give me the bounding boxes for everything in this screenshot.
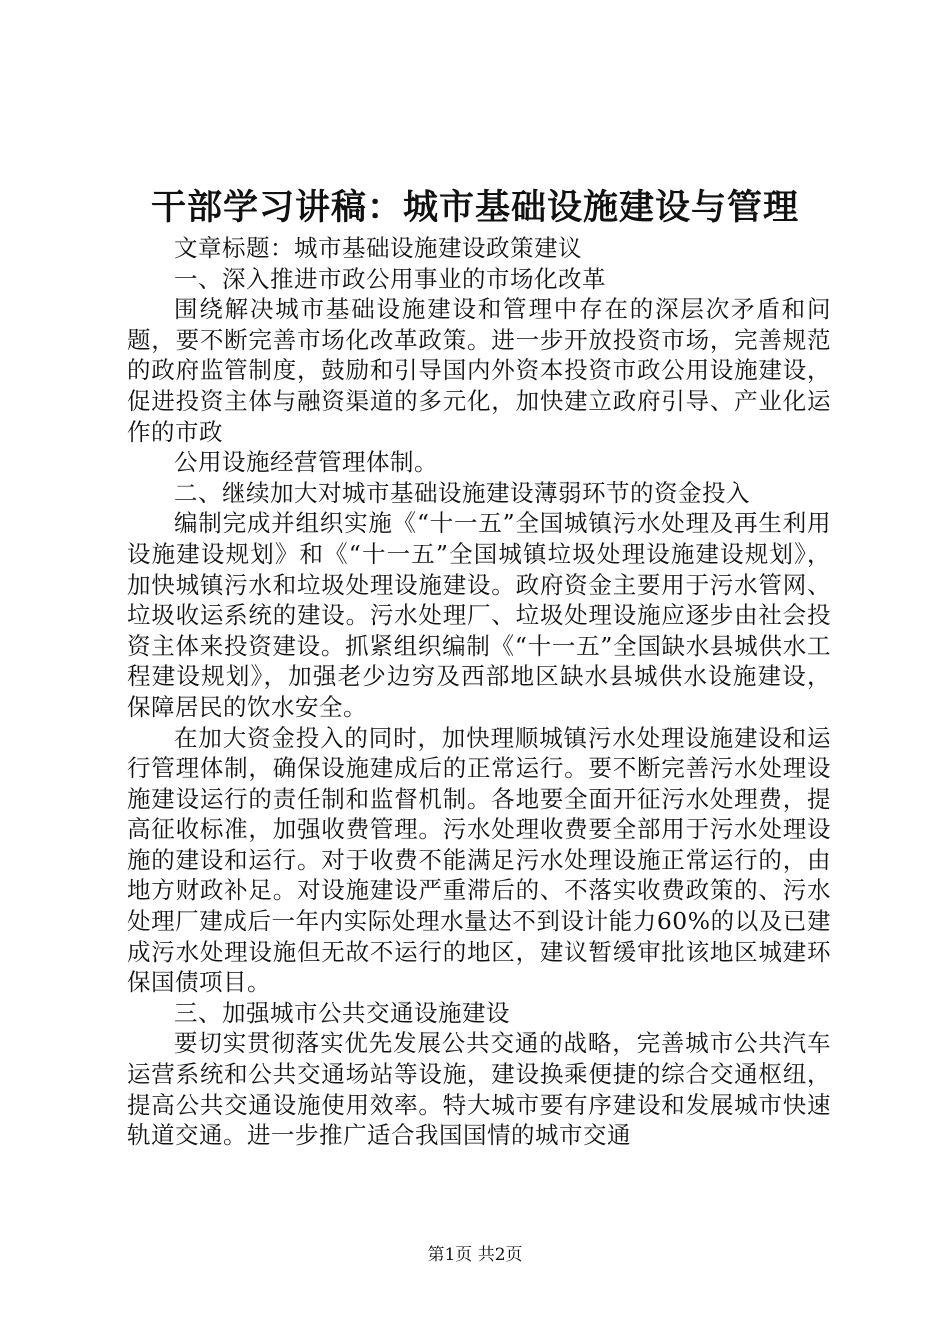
paragraph-article-title: 文章标题：城市基础设施建设政策建议 <box>174 234 582 262</box>
page-number-footer: 第1页 共2页 <box>427 1245 523 1265</box>
document-body <box>127 233 831 1151</box>
paragraph: 公用设施经营管理体制。 <box>174 448 438 477</box>
paragraph: 围绕解决城市基础设施建设和管理中存在的深层次矛盾和问题，要不断完善市场化改革政策。进一步开放投资市场，完善规范的政府监管制度，鼓励和引导国内外资本投资市政公用设施建设，促进投资主体与融资渠道的多元化，加快建立政府引导、产业化运作的市政 <box>127 295 831 446</box>
paragraph: 在加大资金投入的同时，加快理顺城镇污水处理设施建设和运行管理体制，确保设施建成后的正常运行。要不断完善污水处理设施建设运行的责任制和监督机制。各地要全面开征污水处理费，提高征收标准，加强收费管理。污水处理收费要全部用于污水处理设施的建设和运行。对于收费不能满足污水处理设施正常运行的，由地方财政补足。对设施建设严重滞后的、不落实收费政策的、污水处理厂建成后一年内实际处理水量达不到设计能力60%的以及已建成污水处理设施但无故不运行的地区，建议暂缓审批该地区城建环保国债项目。 <box>127 723 831 997</box>
section-heading-1: 一、深入推进市政公用事业的市场化改革 <box>174 264 606 293</box>
section-heading-2: 二、继续加大对城市基础设施建设薄弱环节的资金投入 <box>174 478 750 507</box>
paragraph: 编制完成并组织实施《“十一五”全国城镇污水处理及再生利用设施建设规划》和《“十一五”全国城镇垃圾处理设施建设规划》，加快城镇污水和垃圾处理设施建设。政府资金主要用于污水管网、垃圾收运系统的建设。污水处理厂、垃圾处理设施应逐步由社会投资主体来投资建设。抓紧组织编制《“十一五”全国缺水县城供水工程建设规划》，加强老少边穷及西部地区缺水县城供水设施建设，保障居民的饮水安全。 <box>127 509 831 721</box>
paragraph: 要切实贯彻落实优先发展公共交通的战略，完善城市公共汽车运营系统和公共交通场站等设施，建设换乘便捷的综合交通枢纽，提高公共交通设施使用效率。特大城市要有序建设和发展城市快速轨道交通。进一步推广适合我国国情的城市交通 <box>127 1029 831 1150</box>
section-heading-3: 三、加强城市公共交通设施建设 <box>174 998 510 1027</box>
document-title: 干部学习讲稿：城市基础设施建设与管理 <box>150 187 799 228</box>
